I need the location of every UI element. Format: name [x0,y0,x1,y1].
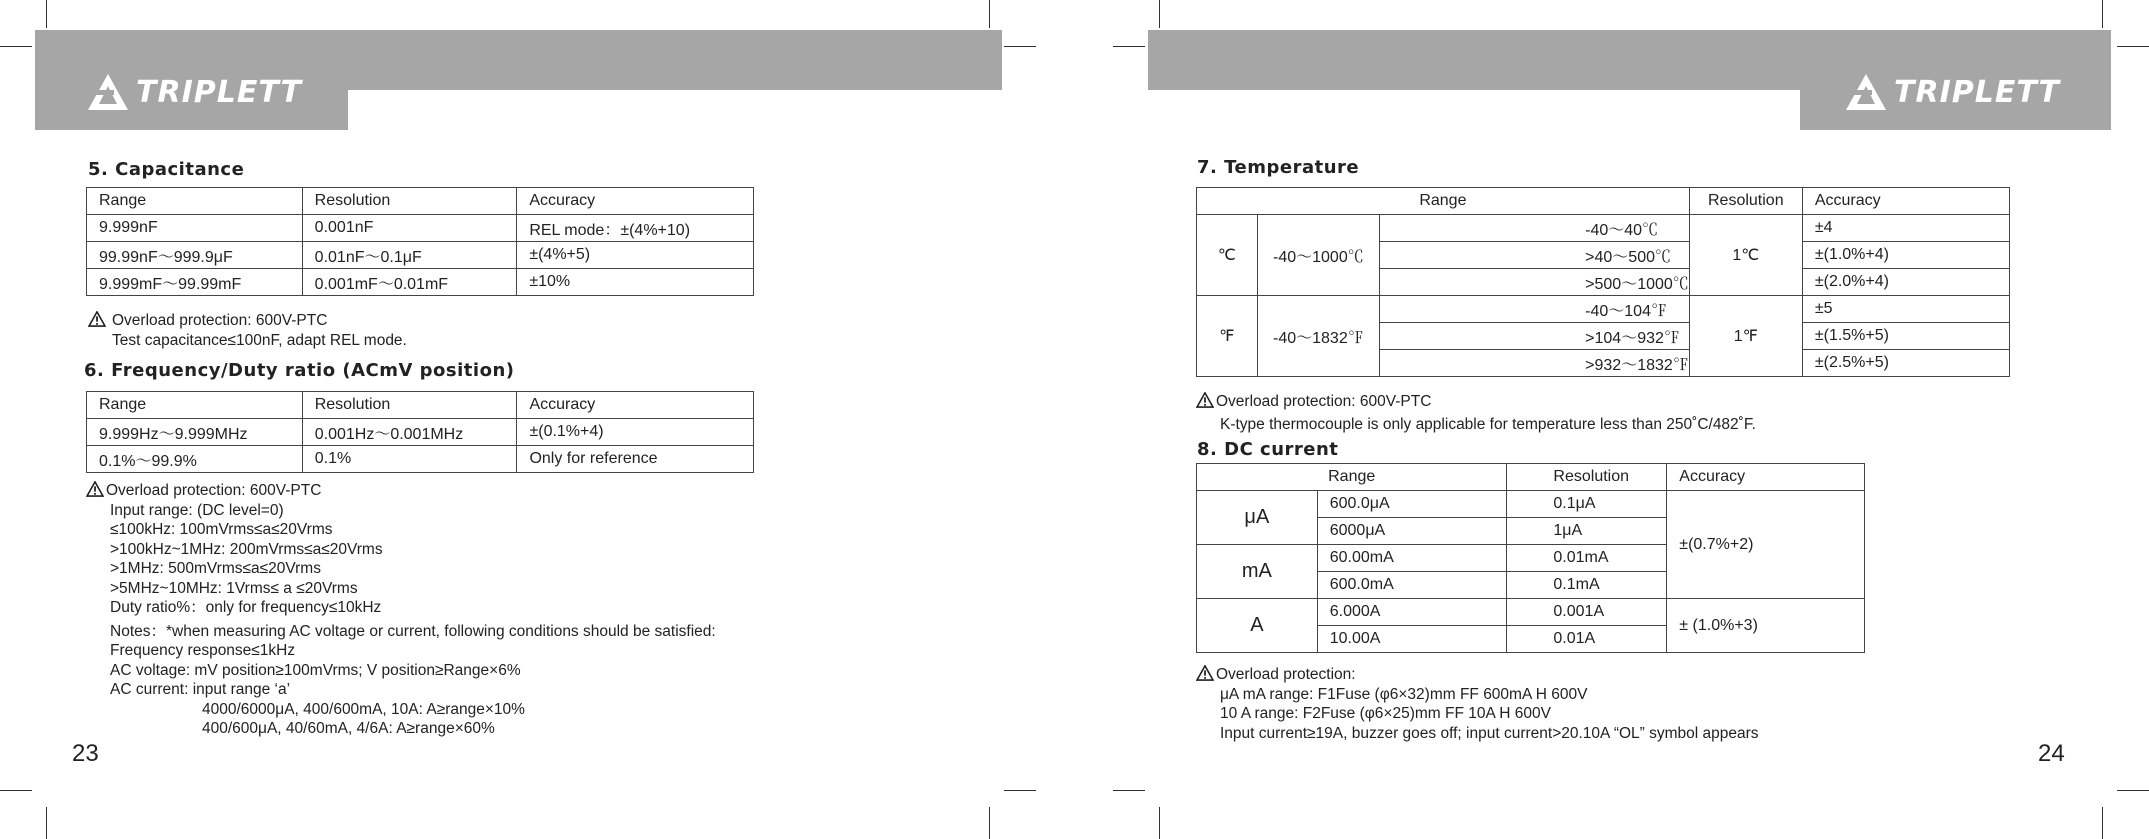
table-row [1197,296,2010,323]
crop-mark [1159,807,1160,839]
table-row [87,446,754,473]
table-cell: 9.999nF [87,215,303,242]
note-line: Overload protection: 600V-PTC [86,481,716,501]
temperature-notes [1196,392,1756,434]
header-cell: Range [1197,464,1507,491]
triplett-logo-icon [1844,72,1888,112]
table-cell: 0.001mF～0.01mF [302,269,517,296]
table-cell: ±10% [517,269,754,296]
triplett-logo-icon [86,72,130,112]
resolution-cell: 1℃ [1689,215,1802,296]
crop-mark [46,0,47,28]
warning-icon [1196,392,1214,408]
warning-icon [1196,665,1214,681]
table-cell: 0.01A [1507,626,1667,653]
table-cell: >104～932℉ [1380,323,1690,350]
table-row [1197,599,1865,626]
unit-cell: ℃ [1197,215,1258,296]
table-cell: >40～500℃ [1380,242,1690,269]
note-line: 10 A range: F2Fuse (φ6×25)mm FF 10A H 600V [1220,705,1551,722]
table-cell: 6000μA [1317,518,1507,545]
table-cell: 9.999Hz～9.999MHz [87,419,303,446]
triplett-logo [1844,72,2060,112]
range-cell: -40～1000℃ [1257,215,1380,296]
table-cell: 0.001nF [302,215,517,242]
table-cell: Only for reference [517,446,754,473]
note-line: >100kHz~1MHz: 200mVrms≤a≤20Vrms [110,540,383,558]
page-number: 24 [2038,740,2065,767]
frequency-notes [86,481,716,739]
note-line: K-type thermocouple is only applicable for temperature less than 250˚C/482˚F. [1220,415,1756,433]
crop-mark [46,807,47,839]
header-cell: Resolution [1507,464,1667,491]
table-cell: -40～104℉ [1380,296,1690,323]
capacitance-table [86,187,754,296]
note-line: Test capacitance≤100nF, adapt REL mode. [112,331,407,349]
note-line: ≤100kHz: 100mVrms≤a≤20Vrms [110,521,333,538]
table-cell: 1μA [1507,518,1667,545]
crop-mark [2102,0,2103,28]
note-line: AC current: input range ‘a’ [110,681,291,698]
note-line: >5MHz~10MHz: 1Vrms≤ a ≤20Vrms [110,579,358,597]
table-row [87,419,754,446]
triplett-logo [86,72,302,112]
table-cell: 0.1mA [1507,572,1667,599]
crop-mark [989,807,990,839]
header-cell: Resolution [302,188,517,215]
unit-cell: A [1197,599,1318,653]
table-cell: 600.0μA [1317,491,1507,518]
logo-text: TRIPLETT [1894,74,2060,110]
crop-mark [2117,790,2149,791]
capacitance-notes [88,311,407,350]
note-line: Input range: (DC level=0) [110,501,284,519]
header-cell: Accuracy [517,188,754,215]
table-cell: ±(2.5%+5) [1802,350,2009,377]
crop-mark [2102,807,2103,839]
table-cell: >932～1832℉ [1380,350,1690,377]
header-cell: Range [1197,188,1690,215]
resolution-cell: 1℉ [1689,296,1802,377]
note-line: 400/600μA, 40/60mA, 4/6A: A≥range×60% [202,720,495,737]
table-cell: 99.99nF～999.9μF [87,242,303,269]
table-cell: 600.0mA [1317,572,1507,599]
accuracy-cell: ±(0.7%+2) [1667,491,1865,599]
header-cell: Accuracy [517,392,754,419]
table-cell: 9.999mF～99.99mF [87,269,303,296]
table-cell: 10.00A [1317,626,1507,653]
crop-mark [1113,46,1145,47]
header-cell: Range [87,188,303,215]
table-cell: REL mode：±(4%+10) [517,215,754,242]
unit-cell: μA [1197,491,1318,545]
table-cell: -40～40℃ [1380,215,1690,242]
crop-mark [1159,0,1160,28]
table-row [1197,491,1865,518]
header-cell: Range [87,392,303,419]
table-header-row [1197,464,1865,491]
table-cell: 6.000A [1317,599,1507,626]
crop-mark [1004,790,1036,791]
note-line: 4000/6000μA, 400/600mA, 10A: A≥range×10% [202,700,525,718]
header-cell: Accuracy [1667,464,1865,491]
table-cell: ±(2.0%+4) [1802,269,2009,296]
table-cell: 0.001A [1507,599,1667,626]
frequency-table [86,391,754,473]
table-row [1197,215,2010,242]
table-cell: ±(1.5%+5) [1802,323,2009,350]
crop-mark [0,790,32,791]
unit-cell: ℉ [1197,296,1258,377]
table-row [87,215,754,242]
range-cell: -40～1832℉ [1257,296,1380,377]
crop-mark [1113,790,1145,791]
dc-current-table [1196,463,1865,653]
note-line: >1MHz: 500mVrms≤a≤20Vrms [110,560,321,577]
crop-mark [989,0,990,28]
table-header-row [1197,188,2010,215]
warning-icon [88,311,106,327]
dc-current-notes [1196,665,1759,743]
note-line: μA mA range: F1Fuse (φ6×32)mm FF 600mA H 600V [1220,685,1588,703]
note-line: Overload protection: 600V-PTC [1196,392,1756,412]
table-cell: 0.001Hz～0.001MHz [302,419,517,446]
crop-mark [2117,46,2149,47]
header-cell: Resolution [302,392,517,419]
note-line: Duty ratio%：only for frequency≤10kHz [110,599,382,616]
warning-icon [86,481,104,497]
accuracy-cell: ± (1.0%+3) [1667,599,1865,653]
crop-mark [0,46,32,47]
crop-mark [1004,46,1036,47]
dc-current-title: 8. DC current [1197,439,1339,460]
table-cell: ±5 [1802,296,2009,323]
table-cell: 0.01nF～0.1μF [302,242,517,269]
header-cell: Accuracy [1802,188,2009,215]
temperature-title: 7. Temperature [1197,157,1360,178]
frequency-title: 6. Frequency/Duty ratio (ACmV position) [84,360,515,381]
note-line: AC voltage: mV position≥100mVrms; V position≥Range×6% [110,661,521,679]
table-cell: >500～1000℃ [1380,269,1690,296]
header-cell: Resolution [1689,188,1802,215]
table-row [87,242,754,269]
page-number: 23 [72,740,99,767]
capacitance-title: 5. Capacitance [88,159,245,180]
table-row [87,269,754,296]
unit-cell: mA [1197,545,1318,599]
note-line: Overload protection: [1196,665,1759,685]
table-cell: 0.1%～99.9% [87,446,303,473]
note-line: Input current≥19A, buzzer goes off; input current>20.10A “OL” symbol appears [1220,724,1759,742]
logo-text: TRIPLETT [136,74,302,110]
table-cell: ±(1.0%+4) [1802,242,2009,269]
table-cell: 60.00mA [1317,545,1507,572]
table-cell: 0.01mA [1507,545,1667,572]
table-cell: ±4 [1802,215,2009,242]
table-cell: ±(0.1%+4) [517,419,754,446]
note-line: Overload protection: 600V-PTC [88,311,407,331]
table-cell: 0.1% [302,446,517,473]
table-cell: ±(4%+5) [517,242,754,269]
note-line: Notes：*when measuring AC voltage or current, following conditions should be satisfied: [110,622,716,640]
table-cell: 0.1μA [1507,491,1667,518]
table-header-row [87,392,754,419]
note-line: Frequency response≤1kHz [110,642,296,659]
table-header-row [87,188,754,215]
temperature-table [1196,187,2010,377]
